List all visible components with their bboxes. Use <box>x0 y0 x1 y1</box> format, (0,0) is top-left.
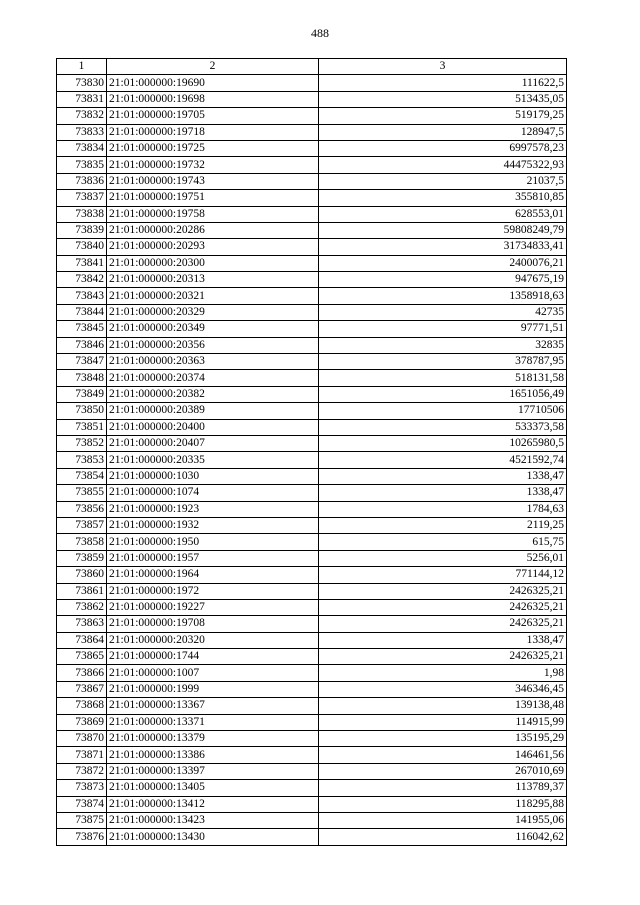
row-number-cell: 73863 <box>57 616 107 632</box>
row-number-cell: 73834 <box>57 140 107 156</box>
cadastral-number-cell: 21:01:000000:20363 <box>107 354 319 370</box>
row-number-cell: 73836 <box>57 173 107 189</box>
value-cell: 346346,45 <box>319 681 567 697</box>
table-row <box>57 796 567 812</box>
table-row <box>57 304 567 320</box>
table-row <box>57 583 567 599</box>
row-number-cell: 73858 <box>57 534 107 550</box>
value-cell: 4521592,74 <box>319 452 567 468</box>
value-cell: 1338,47 <box>319 632 567 648</box>
value-cell: 355810,85 <box>319 190 567 206</box>
row-number-cell: 73854 <box>57 468 107 484</box>
cadastral-number-cell: 21:01:000000:20329 <box>107 304 319 320</box>
registry-table <box>56 58 567 846</box>
value-cell: 135195,29 <box>319 731 567 747</box>
table-row <box>57 354 567 370</box>
cadastral-number-cell: 21:01:000000:13367 <box>107 698 319 714</box>
row-number-cell: 73838 <box>57 206 107 222</box>
row-number-cell: 73862 <box>57 599 107 615</box>
cadastral-number-cell: 21:01:000000:20293 <box>107 239 319 255</box>
row-number-cell: 73872 <box>57 763 107 779</box>
cadastral-number-cell: 21:01:000000:13371 <box>107 714 319 730</box>
table-body <box>57 75 567 845</box>
row-number-cell: 73861 <box>57 583 107 599</box>
value-cell: 1,98 <box>319 665 567 681</box>
table-row <box>57 157 567 173</box>
table-row <box>57 255 567 271</box>
value-cell: 21037,5 <box>319 173 567 189</box>
value-cell: 1338,47 <box>319 468 567 484</box>
row-number-cell: 73845 <box>57 321 107 337</box>
table-row <box>57 616 567 632</box>
row-number-cell: 73840 <box>57 239 107 255</box>
page-number: 488 <box>311 26 329 40</box>
row-number-cell: 73830 <box>57 75 107 91</box>
table-row <box>57 222 567 238</box>
table-row <box>57 124 567 140</box>
value-cell: 533373,58 <box>319 419 567 435</box>
cadastral-number-cell: 21:01:000000:20286 <box>107 222 319 238</box>
table-row <box>57 403 567 419</box>
row-number-cell: 73835 <box>57 157 107 173</box>
value-cell: 615,75 <box>319 534 567 550</box>
value-cell: 267010,69 <box>319 763 567 779</box>
cadastral-number-cell: 21:01:000000:1074 <box>107 485 319 501</box>
cadastral-number-cell: 21:01:000000:13412 <box>107 796 319 812</box>
value-cell: 2426325,21 <box>319 599 567 615</box>
row-number-cell: 73874 <box>57 796 107 812</box>
cadastral-number-cell: 21:01:000000:20382 <box>107 386 319 402</box>
table-row <box>57 567 567 583</box>
value-cell: 111622,5 <box>319 75 567 91</box>
cadastral-number-cell: 21:01:000000:19718 <box>107 124 319 140</box>
table-row <box>57 812 567 828</box>
row-number-cell: 73844 <box>57 304 107 320</box>
cadastral-number-cell: 21:01:000000:13405 <box>107 780 319 796</box>
table-row <box>57 665 567 681</box>
row-number-cell: 73871 <box>57 747 107 763</box>
row-number-cell: 73856 <box>57 501 107 517</box>
table-row <box>57 517 567 533</box>
table-row <box>57 91 567 107</box>
value-cell: 31734833,41 <box>319 239 567 255</box>
cadastral-number-cell: 21:01:000000:1744 <box>107 649 319 665</box>
cadastral-number-cell: 21:01:000000:1923 <box>107 501 319 517</box>
value-cell: 378787,95 <box>319 354 567 370</box>
cadastral-number-cell: 21:01:000000:13379 <box>107 731 319 747</box>
value-cell: 518131,58 <box>319 370 567 386</box>
cadastral-number-cell: 21:01:000000:19751 <box>107 190 319 206</box>
table-row <box>57 272 567 288</box>
row-number-cell: 73848 <box>57 370 107 386</box>
value-cell: 2119,25 <box>319 517 567 533</box>
row-number-cell: 73842 <box>57 272 107 288</box>
value-cell: 5256,01 <box>319 550 567 566</box>
cadastral-number-cell: 21:01:000000:19227 <box>107 599 319 615</box>
cadastral-number-cell: 21:01:000000:20407 <box>107 435 319 451</box>
value-cell: 44475322,93 <box>319 157 567 173</box>
row-number-cell: 73841 <box>57 255 107 271</box>
row-number-cell: 73849 <box>57 386 107 402</box>
value-cell: 513435,05 <box>319 91 567 107</box>
column-header-2: 2 <box>107 59 319 75</box>
cadastral-number-cell: 21:01:000000:13386 <box>107 747 319 763</box>
row-number-cell: 73855 <box>57 485 107 501</box>
value-cell: 628553,01 <box>319 206 567 222</box>
cadastral-number-cell: 21:01:000000:19690 <box>107 75 319 91</box>
row-number-cell: 73859 <box>57 550 107 566</box>
row-number-cell: 73852 <box>57 435 107 451</box>
row-number-cell: 73843 <box>57 288 107 304</box>
row-number-cell: 73868 <box>57 698 107 714</box>
cadastral-number-cell: 21:01:000000:20335 <box>107 452 319 468</box>
cadastral-number-cell: 21:01:000000:20356 <box>107 337 319 353</box>
row-number-cell: 73865 <box>57 649 107 665</box>
table-row <box>57 714 567 730</box>
cadastral-number-cell: 21:01:000000:1972 <box>107 583 319 599</box>
cadastral-number-cell: 21:01:000000:1030 <box>107 468 319 484</box>
value-cell: 116042,62 <box>319 829 567 845</box>
value-cell: 113789,37 <box>319 780 567 796</box>
row-number-cell: 73867 <box>57 681 107 697</box>
row-number-cell: 73833 <box>57 124 107 140</box>
cadastral-number-cell: 21:01:000000:20320 <box>107 632 319 648</box>
cadastral-number-cell: 21:01:000000:1932 <box>107 517 319 533</box>
table-row <box>57 681 567 697</box>
value-cell: 1358918,63 <box>319 288 567 304</box>
cadastral-number-cell: 21:01:000000:20349 <box>107 321 319 337</box>
table-row <box>57 501 567 517</box>
table-row <box>57 239 567 255</box>
cadastral-number-cell: 21:01:000000:1999 <box>107 681 319 697</box>
table-row <box>57 780 567 796</box>
row-number-cell: 73866 <box>57 665 107 681</box>
table-row <box>57 108 567 124</box>
cadastral-number-cell: 21:01:000000:20313 <box>107 272 319 288</box>
value-cell: 2426325,21 <box>319 583 567 599</box>
value-cell: 146461,56 <box>319 747 567 763</box>
row-number-cell: 73857 <box>57 517 107 533</box>
table-row <box>57 419 567 435</box>
table-row <box>57 452 567 468</box>
table-row <box>57 485 567 501</box>
table-row <box>57 288 567 304</box>
row-number-cell: 73846 <box>57 337 107 353</box>
table-row <box>57 468 567 484</box>
row-number-cell: 73873 <box>57 780 107 796</box>
value-cell: 59808249,79 <box>319 222 567 238</box>
cadastral-number-cell: 21:01:000000:13430 <box>107 829 319 845</box>
column-header-1: 1 <box>57 59 107 75</box>
value-cell: 42735 <box>319 304 567 320</box>
table-row <box>57 829 567 845</box>
row-number-cell: 73875 <box>57 812 107 828</box>
cadastral-number-cell: 21:01:000000:19698 <box>107 91 319 107</box>
row-number-cell: 73851 <box>57 419 107 435</box>
table-row <box>57 321 567 337</box>
value-cell: 118295,88 <box>319 796 567 812</box>
table-row <box>57 435 567 451</box>
row-number-cell: 73869 <box>57 714 107 730</box>
row-number-cell: 73847 <box>57 354 107 370</box>
cadastral-number-cell: 21:01:000000:1964 <box>107 567 319 583</box>
value-cell: 519179,25 <box>319 108 567 124</box>
row-number-cell: 73832 <box>57 108 107 124</box>
value-cell: 17710506 <box>319 403 567 419</box>
cadastral-number-cell: 21:01:000000:20300 <box>107 255 319 271</box>
value-cell: 1784,63 <box>319 501 567 517</box>
table-row <box>57 550 567 566</box>
cadastral-number-cell: 21:01:000000:19725 <box>107 140 319 156</box>
table-row <box>57 632 567 648</box>
cadastral-number-cell: 21:01:000000:19708 <box>107 616 319 632</box>
row-number-cell: 73839 <box>57 222 107 238</box>
value-cell: 1651056,49 <box>319 386 567 402</box>
row-number-cell: 73870 <box>57 731 107 747</box>
value-cell: 947675,19 <box>319 272 567 288</box>
table-row <box>57 599 567 615</box>
value-cell: 6997578,23 <box>319 140 567 156</box>
table-row <box>57 75 567 91</box>
value-cell: 2426325,21 <box>319 616 567 632</box>
cadastral-number-cell: 21:01:000000:13423 <box>107 812 319 828</box>
table-row <box>57 173 567 189</box>
table-row <box>57 337 567 353</box>
row-number-cell: 73853 <box>57 452 107 468</box>
row-number-cell: 73837 <box>57 190 107 206</box>
table-row <box>57 763 567 779</box>
row-number-cell: 73860 <box>57 567 107 583</box>
cadastral-number-cell: 21:01:000000:19705 <box>107 108 319 124</box>
value-cell: 32835 <box>319 337 567 353</box>
row-number-cell: 73831 <box>57 91 107 107</box>
cadastral-number-cell: 21:01:000000:20400 <box>107 419 319 435</box>
value-cell: 2400076,21 <box>319 255 567 271</box>
table-row <box>57 534 567 550</box>
cadastral-number-cell: 21:01:000000:1950 <box>107 534 319 550</box>
row-number-cell: 73876 <box>57 829 107 845</box>
value-cell: 771144,12 <box>319 567 567 583</box>
table-header-row <box>57 59 567 75</box>
cadastral-number-cell: 21:01:000000:20374 <box>107 370 319 386</box>
table-row <box>57 649 567 665</box>
value-cell: 141955,06 <box>319 812 567 828</box>
value-cell: 128947,5 <box>319 124 567 140</box>
cadastral-number-cell: 21:01:000000:20321 <box>107 288 319 304</box>
table-row <box>57 140 567 156</box>
table-row <box>57 190 567 206</box>
value-cell: 2426325,21 <box>319 649 567 665</box>
value-cell: 97771,51 <box>319 321 567 337</box>
table-row <box>57 370 567 386</box>
table-row <box>57 698 567 714</box>
table-row <box>57 747 567 763</box>
row-number-cell: 73864 <box>57 632 107 648</box>
table-row <box>57 386 567 402</box>
value-cell: 114915,99 <box>319 714 567 730</box>
value-cell: 1338,47 <box>319 485 567 501</box>
cadastral-number-cell: 21:01:000000:13397 <box>107 763 319 779</box>
cadastral-number-cell: 21:01:000000:19758 <box>107 206 319 222</box>
cadastral-number-cell: 21:01:000000:1007 <box>107 665 319 681</box>
table-row <box>57 731 567 747</box>
cadastral-number-cell: 21:01:000000:19743 <box>107 173 319 189</box>
column-header-3: 3 <box>319 59 567 75</box>
value-cell: 139138,48 <box>319 698 567 714</box>
cadastral-number-cell: 21:01:000000:1957 <box>107 550 319 566</box>
value-cell: 10265980,5 <box>319 435 567 451</box>
table-row <box>57 206 567 222</box>
row-number-cell: 73850 <box>57 403 107 419</box>
cadastral-number-cell: 21:01:000000:20389 <box>107 403 319 419</box>
cadastral-number-cell: 21:01:000000:19732 <box>107 157 319 173</box>
